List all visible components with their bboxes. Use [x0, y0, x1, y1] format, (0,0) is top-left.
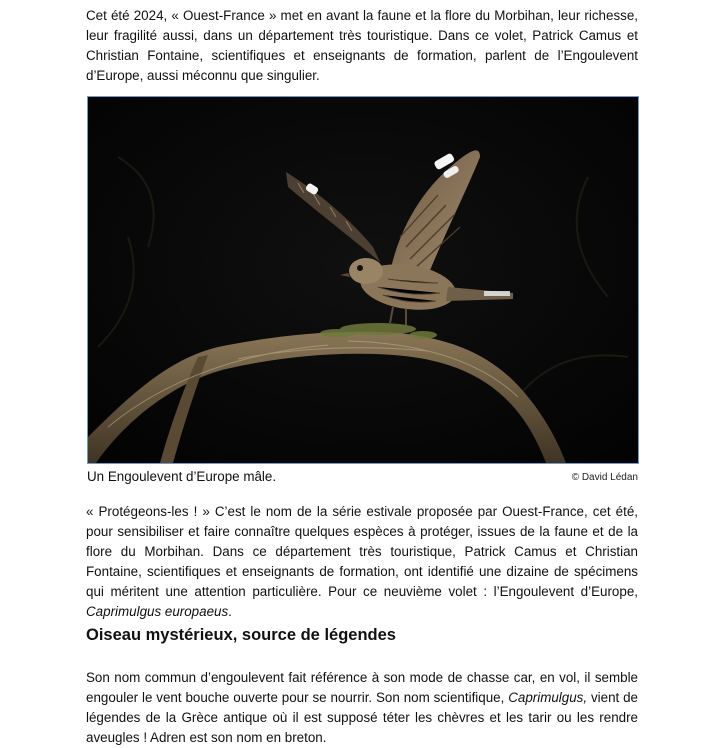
- series-paragraph-text: « Protégeons-les ! » C’est le nom de la série estivale proposée par Ouest-France, cet été, pour sensibiliser et faire connaître quelques espèces à protéger, issues de la faune et de la flore du Morbihan. Dans ce département très touristique, Patrick Camus et Christian Fontaine, scientifiques et enseignants de formation, ont identifié une dizaine de spécimens qui méritent une attention particulière. Pour ce neuvième volet : l’Engoulevent d’Europe,: [86, 504, 638, 599]
- intro-paragraph: Cet été 2024, « Ouest-France » met en avant la faune et la flore du Morbihan, leur richesse, leur fragilité aussi, dans un département très touristique. Dans ce volet, Patrick Camus et Christian Fontaine, scientifiques et enseignants de formation, parlent de l’Engoulevent d’Europe, aussi méconnu que singulier.: [86, 8, 638, 83]
- nightjar-photo: [87, 96, 639, 464]
- series-paragraph: [86, 502, 638, 622]
- photo-credit: © David Lédan: [571, 472, 638, 483]
- series-paragraph-end: .: [228, 604, 232, 619]
- name-paragraph-part2: vient de légendes de la Grèce antique où il est supposé téter les chèvres et les tarir ou les rendre aveugles ! Adren est son nom en breton.: [86, 690, 639, 745]
- species-latin-name: Caprimulgus europaeus: [86, 604, 229, 619]
- name-paragraph: [86, 668, 638, 748]
- photo-caption: Un Engoulevent d’Europe mâle.: [87, 469, 277, 484]
- genus-name: Caprimulgus,: [508, 690, 588, 705]
- name-paragraph-part1: Son nom commun d’engoulevent fait référence à son mode de chasse car, en vol, il semble engouler le vent bouche ouverte pour se nourrir. Son nom scientifique,: [86, 670, 638, 705]
- section-heading: Oiseau mystérieux, source de légendes: [86, 626, 396, 644]
